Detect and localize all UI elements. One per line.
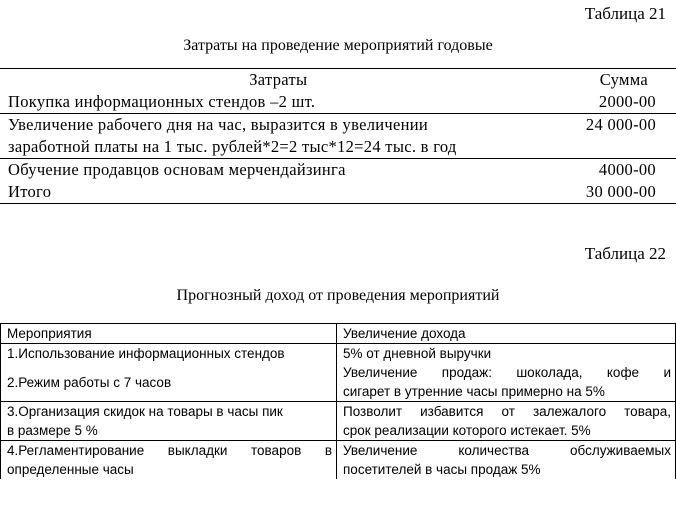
activity-line: в размере 5 % — [7, 423, 98, 438]
increase-line: посетителей в часы продаж 5% — [343, 462, 541, 477]
total-amount: 30 000-00 — [559, 181, 676, 204]
cost-item-line: заработной платы на 1 тыс. рублей*2=2 тыс*12=24 тыс. в год — [8, 137, 457, 156]
increase-line: сигарет в утренние часы примерно на 5% — [343, 384, 605, 399]
activity-cell: 1.Использование информационных стендов — [1, 344, 337, 364]
increase-line: Увеличение продаж: шоколада, кофе и — [343, 365, 671, 380]
table-row — [1, 402, 676, 441]
activity-cell — [1, 402, 337, 441]
increase-cell — [337, 402, 676, 441]
header-income-increase: Увеличение дохода — [337, 324, 676, 344]
cost-amount: 24 000-00 — [559, 114, 676, 159]
increase-cell: 5% от дневной выручки — [337, 344, 676, 364]
cost-amount: 2000-00 — [598, 92, 656, 111]
table-22-title: Прогнозный доход от проведения мероприятий — [176, 287, 500, 304]
costs-table — [0, 68, 676, 204]
increase-cell — [337, 363, 676, 402]
table-row-total — [0, 181, 676, 204]
increase-line: срок реализации которого истекает. 5% — [343, 423, 591, 438]
table-row — [0, 114, 676, 159]
header-amount: Сумма — [559, 69, 676, 92]
activity-cell — [1, 441, 337, 480]
header-activities: Мероприятия — [1, 324, 337, 344]
table-21-title: Затраты на проведение мероприятий годовые — [183, 37, 493, 54]
table-21-caption: Таблица 21 — [584, 4, 666, 23]
table-row — [0, 159, 676, 182]
table-22-caption: Таблица 22 — [584, 244, 666, 263]
activity-line: 3.Организация скидок на товары в часы пик — [7, 404, 283, 419]
table-header-row — [0, 69, 676, 92]
header-costs: Затраты — [0, 69, 559, 92]
cost-item: Обучение продавцов основам мерчендайзинга — [0, 159, 559, 182]
increase-line: Позволит избавится от залежалого товара, — [343, 404, 671, 419]
table-row — [1, 363, 676, 402]
table-header-row — [1, 324, 676, 344]
increase-cell — [337, 441, 676, 480]
cost-item: Покупка информационных стендов –2 шт. — [8, 92, 316, 111]
cost-amount: 4000-00 — [559, 159, 676, 182]
cost-item-line: Увеличение рабочего дня на час, выразится в увеличении — [8, 115, 428, 134]
activity-line: 4.Регламентирование выкладки товаров в — [7, 443, 332, 458]
income-table — [0, 323, 676, 479]
total-label: Итого — [0, 181, 559, 204]
increase-line: Увеличение количества обслуживаемых — [343, 443, 671, 458]
table-row — [0, 91, 676, 114]
table-row — [1, 441, 676, 480]
cost-item — [0, 114, 559, 159]
activity-cell: 2.Режим работы с 7 часов — [1, 363, 337, 402]
activity-line: определенные часы — [7, 462, 134, 477]
table-row — [1, 344, 676, 364]
